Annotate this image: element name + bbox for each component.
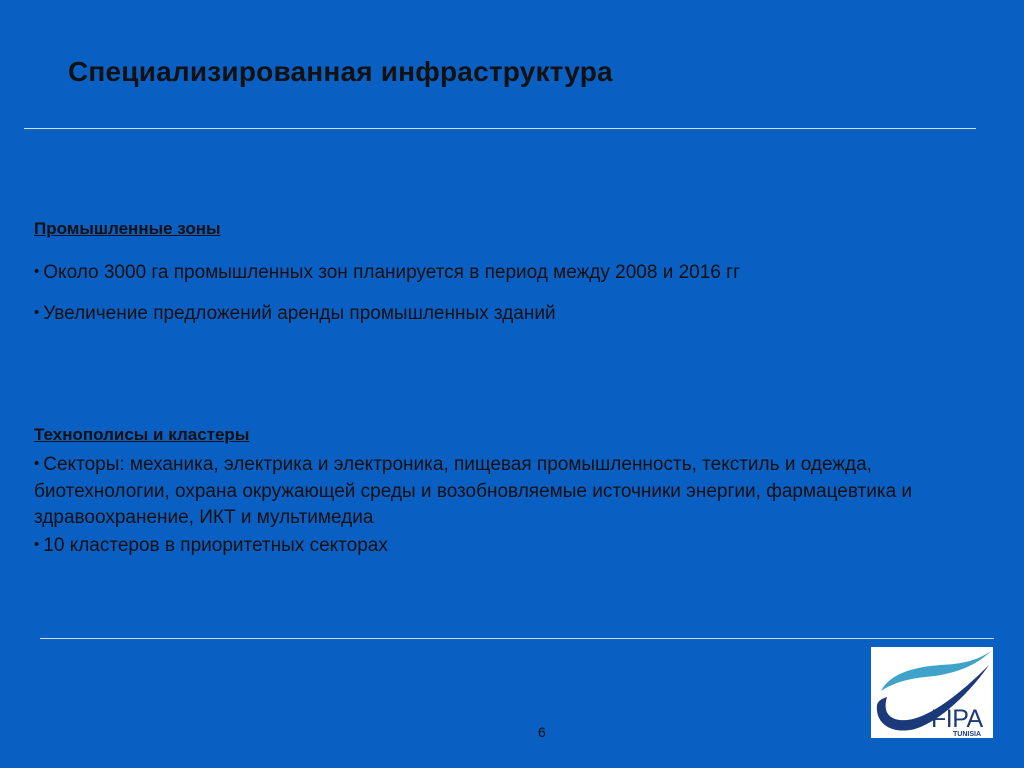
bullet-text: 10 кластеров в приоритетных секторах [43,534,388,556]
bullet-item [34,532,974,560]
bullet-item [34,300,974,327]
bullet-icon: • [34,455,40,472]
top-divider [24,128,976,129]
section-industrial-zones [34,219,974,327]
logo-subtext: TUNISIA [953,731,981,738]
bullet-text: Секторы: механика, электрика и электроника, пищевая промышленность, текстиль и одежда, биотехнологии, охрана окружающей среды и возобновляемые источники энергии, фармацевтика и здравоохранение, ИКТ и мультимедиа [34,454,913,528]
bullet-item [34,451,974,532]
bullet-text: Увеличение предложений аренды промышленных зданий [43,303,556,324]
swoosh-teal-shape [881,651,991,691]
bullet-text: Около 3000 га промышленных зон планируется в период между 2008 и 2016 гг [43,262,741,283]
bullet-item [34,259,974,286]
page-number: 6 [538,724,546,740]
fipa-tunisia-logo [871,647,993,738]
logo-text: FIPA [931,705,983,733]
bullet-icon: • [34,263,40,280]
bottom-divider [40,638,994,639]
section-heading: Промышленные зоны [34,219,221,238]
bullet-icon: • [34,535,40,553]
bullet-icon: • [34,304,40,321]
section-technopoles-clusters [34,425,974,559]
section-heading: Технополисы и кластеры [34,425,250,444]
slide-title: Специализированная инфраструктура [68,56,613,87]
